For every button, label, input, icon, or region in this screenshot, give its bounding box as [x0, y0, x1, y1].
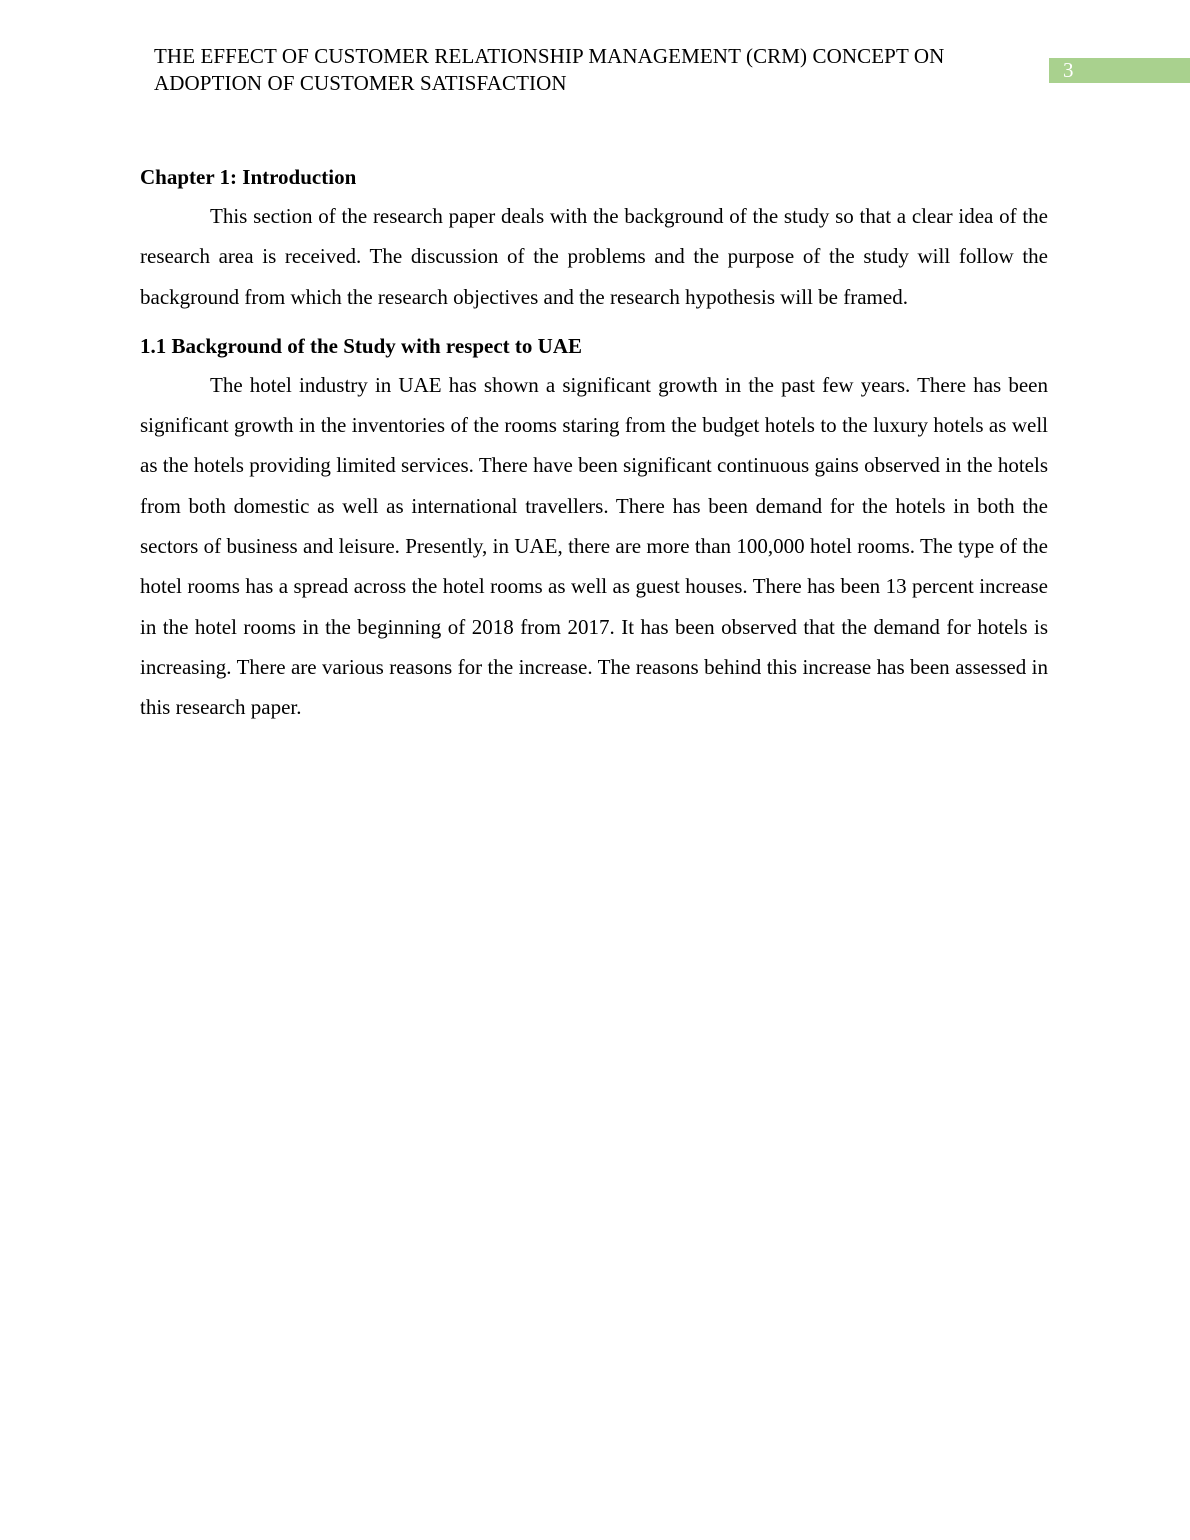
section-heading: 1.1 Background of the Study with respect to UAE — [140, 333, 583, 358]
page-number: 3 — [1063, 58, 1074, 82]
running-header: THE EFFECT OF CUSTOMER RELATIONSHIP MANAGEMENT (CRM) CONCEPT ON ADOPTION OF CUSTOMER SATISFACTION — [154, 44, 945, 95]
intro-paragraph: This section of the research paper deals with the background of the study so that a clear idea of the research area is received. The discussion of the problems and the purpose of the study will follow the background from which the research objectives and the research hypothesis will be framed. — [140, 204, 1048, 309]
background-paragraph: The hotel industry in UAE has shown a significant growth in the past few years. There has been significant growth in the inventories of the rooms staring from the budget hotels to the luxury hotels as well as the hotels providing limited services. There have been significant continuous gains observed in the hotels from both domestic as well as international travellers. There has been demand for the hotels in both the sectors of business and leisure. Presently, in UAE, there are more than 100,000 hotel rooms. The type of the hotel rooms has a spread across the hotel rooms as well as guest houses. There has been 13 percent increase in the hotel rooms in the beginning of 2018 from 2017. It has been observed that the demand for hotels is increasing. There are various reasons for the increase. The reasons behind this increase has been assessed in this research paper. — [140, 372, 1048, 720]
document-body — [140, 160, 1048, 728]
chapter-heading: Chapter 1: Introduction — [140, 165, 357, 189]
page-number-badge — [1049, 58, 1190, 83]
